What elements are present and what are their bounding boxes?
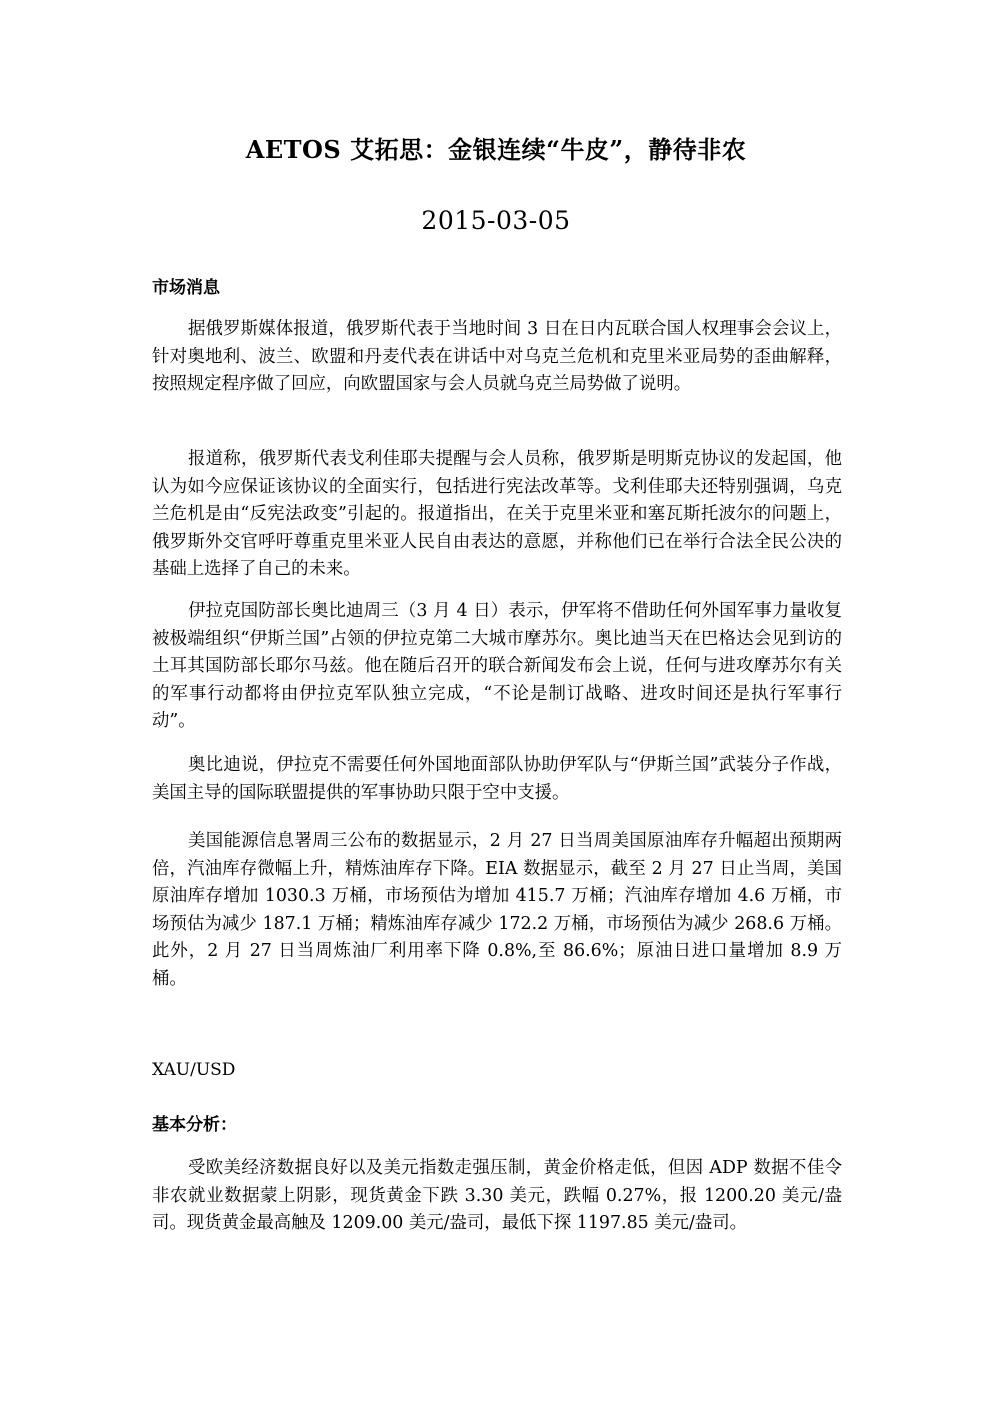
document-title: AETOS 艾拓思：金银连续“牛皮”，静待非农	[245, 135, 747, 164]
news-paragraph-5: 美国能源信息署周三公布的数据显示，2 月 27 日当周美国原油库存升幅超出预期两倍，汽油库存微幅上升，精炼油库存下降。EIA 数据显示，截至 2 月 27 日止当周，美国原油库存增加 1030.3 万桶，市场预估为增加 415.7 万桶；汽油库存增加 4.6 万桶，市场预估为减少 187.1 万桶；精炼油库存减少 172.2 万桶，市场预估为减少 268.6 万桶。此外，2 月 27 日当周炼油厂利用率下降 0.8%,至 86.6%；原油日进口量增加 8.9 万桶。	[152, 831, 842, 989]
section-heading-fundamental-analysis: 基本分析：	[152, 1115, 237, 1135]
section-heading-market-news: 市场消息	[152, 278, 220, 298]
news-paragraph-2: 报道称，俄罗斯代表戈利佳耶夫提醒与会人员称，俄罗斯是明斯克协议的发起国，他认为如今应保证该协议的全面实行，包括进行宪法改革等。戈利佳耶夫还特别强调，乌克兰危机是由“反宪法政变”引起的。报道指出，在关于克里米亚和塞瓦斯托波尔的问题上，俄罗斯外交官呼吁尊重克里米亚人民自由表达的意愿，并称他们已在举行合法全民公决的基础上选择了自己的未来。	[152, 449, 842, 579]
instrument-symbol: XAU/USD	[152, 1060, 236, 1080]
news-paragraph-3: 伊拉克国防部长奥比迪周三（3 月 4 日）表示，伊军将不借助任何外国军事力量收复被极端组织“伊斯兰国”占领的伊拉克第二大城市摩苏尔。奥比迪当天在巴格达会见到访的土耳其国防部长耶尔马兹。他在随后召开的联合新闻发布会上说，任何与进攻摩苏尔有关的军事行动都将由伊拉克军队独立完成，“不论是制订战略、进攻时间还是执行军事行动”。	[152, 601, 842, 731]
news-paragraph-4: 奥比迪说，伊拉克不需要任何外国地面部队协助伊军队与“伊斯兰国”武装分子作战，美国主导的国际联盟提供的军事协助只限于空中支援。	[152, 755, 842, 803]
analysis-paragraph-1: 受欧美经济数据良好以及美元指数走强压制，黄金价格走低，但因 ADP 数据不佳令非农就业数据蒙上阴影，现货黄金下跌 3.30 美元，跌幅 0.27%，报 1200.20 美元/盎司。现货黄金最高触及 1209.00 美元/盎司，最低下探 1197.85 美元/盎司。	[152, 1158, 842, 1233]
document-date: 2015-03-05	[421, 206, 571, 235]
news-paragraph-1: 据俄罗斯媒体报道，俄罗斯代表于当地时间 3 日在日内瓦联合国人权理事会会议上，针对奥地利、波兰、欧盟和丹麦代表在讲话中对乌克兰危机和克里米亚局势的歪曲解释，按照规定程序做了回应，向欧盟国家与会人员就乌克兰局势做了说明。	[152, 319, 842, 394]
